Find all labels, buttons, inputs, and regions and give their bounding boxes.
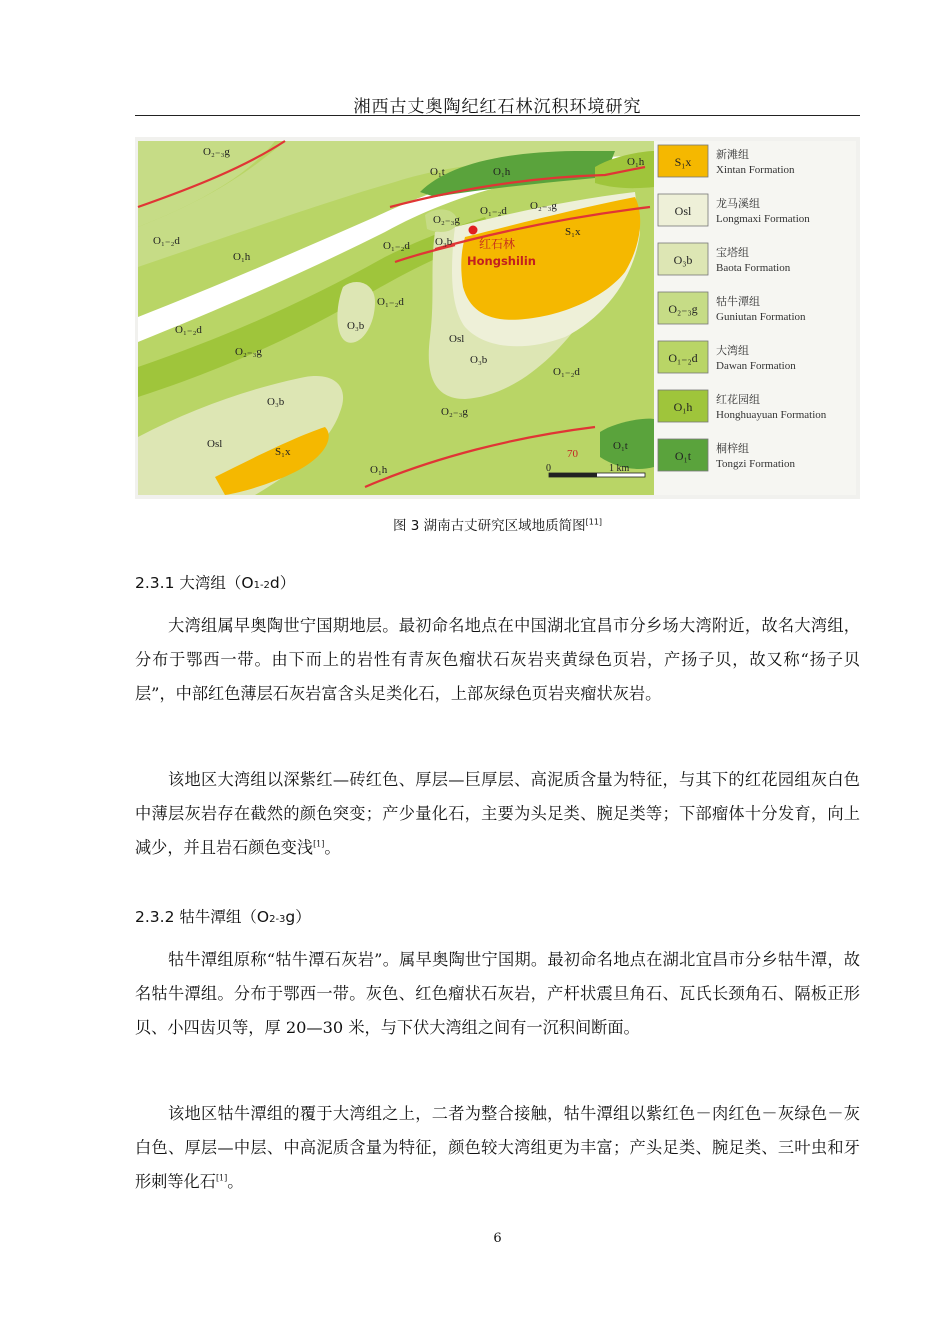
legend-name-en: Dawan Formation (716, 360, 796, 372)
legend-name-cn: 牯牛潭组 (716, 295, 760, 308)
running-header: 湘西古丈奥陶纪红石林沉积环境研究 (353, 97, 642, 117)
paragraph-guniutan-2 (135, 1097, 860, 1199)
map-label: O₃b (267, 396, 285, 408)
map-label: O₁₋₂d (175, 324, 202, 336)
legend-name-cn: 宝塔组 (716, 246, 749, 259)
heading-text: 2.3.2 牯牛潭组（O (135, 908, 270, 926)
map-label: O₁h (493, 166, 511, 178)
section-heading-dawan (135, 571, 295, 593)
scale-label-0: 0 (546, 463, 551, 474)
legend-name-en: Longmaxi Formation (716, 213, 810, 225)
heading-text-end: g） (285, 908, 311, 926)
caption-text: 图 3 湖南古丈研究区域地质简图 (392, 518, 586, 534)
geologic-map-figure (135, 137, 860, 499)
map-label: O₁₋₂d (383, 240, 410, 252)
legend-name-cn: 龙马溪组 (716, 197, 760, 210)
heading-text-end: d） (269, 574, 296, 592)
legend-code: O₃b (673, 253, 693, 267)
dip-label: 70 (567, 448, 578, 460)
map-label: O₃b (435, 236, 453, 248)
legend-name-cn: 桐梓组 (716, 442, 749, 455)
map-label: O₃b (470, 354, 488, 366)
map-label: O₃b (347, 320, 365, 332)
heading-subscript: 1-2 (253, 580, 270, 591)
figure-caption (135, 514, 860, 534)
caption-reference: [11] (585, 517, 603, 527)
legend-code: Osl (674, 204, 692, 218)
map-label: S₁x (565, 226, 581, 238)
citation: [1] (215, 1173, 228, 1183)
legend-code: O₁h (673, 400, 693, 414)
legend-code: O₁t (674, 449, 692, 463)
paragraph-dawan-2 (135, 763, 860, 865)
map-label: O₁t (430, 166, 445, 178)
heading-subscript: 2-3 (269, 914, 286, 925)
map-label: O₁h (233, 251, 251, 263)
legend-name-en: Honghuayuan Formation (716, 409, 827, 421)
heading-text: 2.3.1 大湾组（O (135, 574, 254, 592)
map-label: O₁₋₂d (553, 366, 580, 378)
map-label: O₂₋₃g (203, 146, 230, 158)
map-label: O₂₋₃g (530, 200, 557, 212)
map-label: O₁₋₂d (377, 296, 404, 308)
site-marker (469, 226, 478, 235)
paragraph-text: 该地区大湾组以深紫红—砖红色、厚层—巨厚层、高泥质含量为特征，与其下的红花园组灰白色中薄层灰岩存在截然的颜色突变；产少量化石，主要为头足类、腕足类等；下部瘤体十分发育，向上减少，并且岩石颜色变浅 (135, 770, 860, 857)
site-label-en: Hongshilin (467, 254, 536, 268)
map-label: O₁h (370, 464, 388, 476)
map-label: O₂₋₃g (433, 214, 460, 226)
paragraph-text: 该地区牯牛潭组的覆于大湾组之上，二者为整合接触，牯牛潭组以紫红色－肉红色－灰绿色－灰白色、厚层—中层、中高泥质含量为特征，颜色较大湾组更为丰富；产头足类、腕足类、三叶虫和牙形刺等化石 (135, 1104, 860, 1191)
legend-name-cn: 新滩组 (716, 148, 749, 161)
legend-code: S₁x (674, 155, 692, 169)
legend-code: O₂₋₃g (668, 302, 698, 316)
legend-name-cn: 大湾组 (716, 344, 749, 357)
map-label: Osl (449, 333, 465, 345)
page-number: 6 (493, 1231, 502, 1246)
paragraph-guniutan-1: 牯牛潭组原称“牯牛潭石灰岩”。属早奥陶世宁国期。最初命名地点在湖北宜昌市分乡牯牛潭，故名牯牛潭组。分布于鄂西一带。灰色、红色瘤状石灰岩，产杆状震旦角石、瓦氏长颈角石、隔板正形贝、小四齿贝等，厚 20—30 米，与下伏大湾组之间有一沉积间断面。 (135, 950, 860, 1037)
legend-name-en: Baota Formation (716, 262, 791, 274)
map-label: O₂₋₃g (441, 406, 468, 418)
map-label: O₁₋₂d (480, 205, 507, 217)
scale-label-1: 1 km (609, 463, 630, 474)
map-label: Osl (207, 438, 223, 450)
header-rule (135, 115, 860, 116)
section-heading-guniutan (135, 905, 311, 927)
map-label: O₂₋₃g (235, 346, 262, 358)
site-label-cn: 红石林 (479, 237, 516, 251)
legend-name-en: Guniutan Formation (716, 311, 806, 323)
legend-name-en: Xintan Formation (716, 164, 795, 176)
map-label: O₁₋₂d (153, 235, 180, 247)
paragraph-end: 。 (227, 1172, 244, 1191)
paragraph-dawan-1: 大湾组属早奥陶世宁国期地层。最初命名地点在中国湖北宜昌市分乡场大湾附近，故名大湾组，分布于鄂西一带。由下而上的岩性有青灰色瘤状石灰岩夹黄绿色页岩，产扬子贝，故又称“扬子贝层”，中部红色薄层石灰岩富含头足类化石，上部灰绿色页岩夹瘤状灰岩。 (135, 616, 860, 703)
map-label: O₁h (627, 156, 645, 168)
legend-name-en: Tongzi Formation (716, 458, 795, 470)
legend (654, 141, 856, 495)
legend-name-cn: 红花园组 (716, 393, 760, 406)
scale-bar-fill (549, 473, 597, 477)
legend-code: O₁₋₂d (668, 351, 698, 365)
paragraph-end: 。 (324, 838, 341, 857)
citation: [1] (313, 839, 325, 849)
map-label: S₁x (275, 446, 291, 458)
map-label: O₁t (613, 440, 628, 452)
